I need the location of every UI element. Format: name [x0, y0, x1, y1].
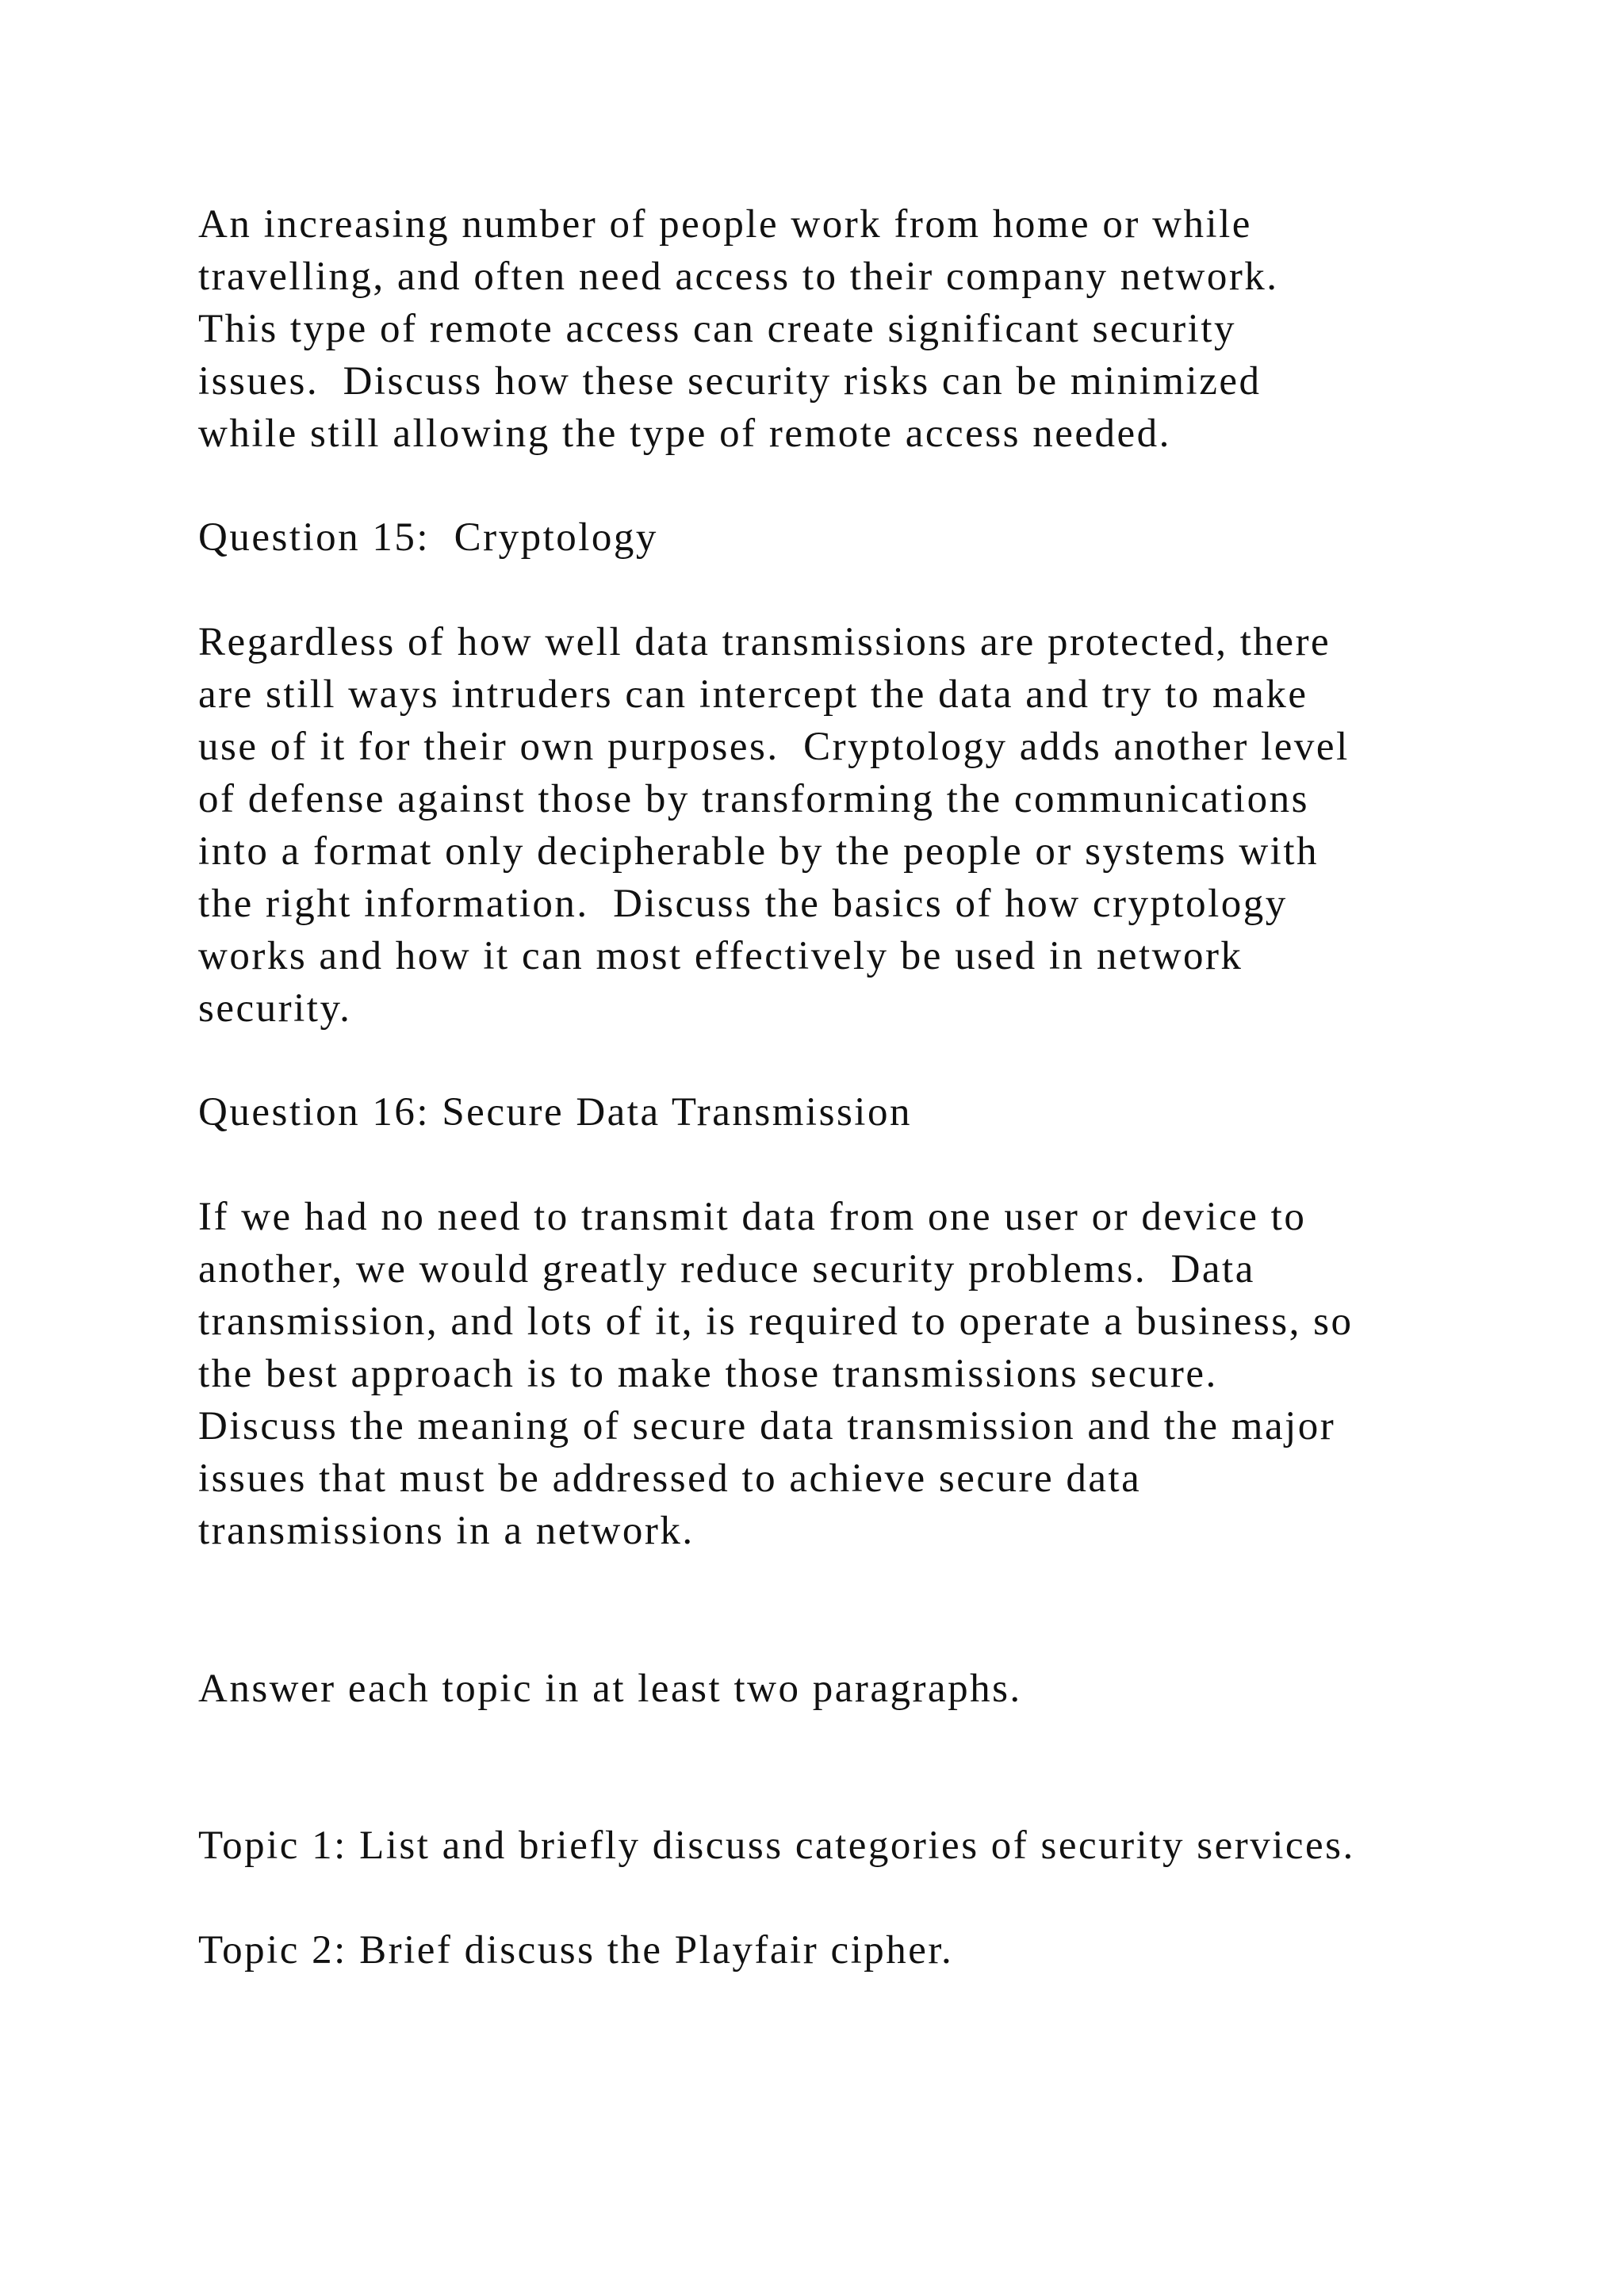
- q16-line-2: another, we would greatly reduce security problems. Data: [198, 1247, 1255, 1292]
- q15-line-8: security.: [198, 986, 352, 1031]
- q16-line-5: Discuss the meaning of secure data transmission and the major: [198, 1404, 1336, 1448]
- q15-line-4: of defense against those by transforming the communications: [198, 777, 1309, 821]
- document-page: [198, 0, 1546, 2296]
- topic-2: Topic 2: Brief discuss the Playfair cipher.: [198, 1928, 954, 1973]
- intro-line-3: This type of remote access can create significant security: [198, 307, 1236, 351]
- q15-line-2: are still ways intruders can intercept the data and try to make: [198, 672, 1308, 717]
- intro-line-5: while still allowing the type of remote access needed.: [198, 411, 1171, 456]
- instruction-text: Answer each topic in at least two paragraphs.: [198, 1667, 1022, 1711]
- q16-line-1: If we had no need to transmit data from one user or device to: [198, 1195, 1307, 1239]
- intro-line-4: issues. Discuss how these security risks can be minimized: [198, 359, 1262, 404]
- q15-line-6: the right information. Discuss the basics of how cryptology: [198, 882, 1288, 926]
- q16-line-4: the best approach is to make those transmissions secure.: [198, 1352, 1218, 1396]
- q15-line-1: Regardless of how well data transmissions are protected, there: [198, 620, 1331, 664]
- intro-line-2: travelling, and often need access to their company network.: [198, 254, 1279, 299]
- intro-line-1: An increasing number of people work from home or while: [198, 202, 1252, 247]
- q16-line-3: transmission, and lots of it, is required to operate a business, so: [198, 1299, 1354, 1344]
- topic-1: Topic 1: List and briefly discuss categories of security services.: [198, 1823, 1355, 1868]
- q16-line-7: transmissions in a network.: [198, 1509, 695, 1553]
- question-16-heading: Question 16: Secure Data Transmission: [198, 1090, 912, 1135]
- q16-line-6: issues that must be addressed to achieve secure data: [198, 1456, 1142, 1501]
- q15-line-5: into a format only decipherable by the people or systems with: [198, 829, 1320, 874]
- question-15-heading: Question 15: Cryptology: [198, 515, 658, 560]
- q15-line-7: works and how it can most effectively be used in network: [198, 934, 1243, 978]
- q15-line-3: use of it for their own purposes. Cryptology adds another level: [198, 725, 1350, 769]
